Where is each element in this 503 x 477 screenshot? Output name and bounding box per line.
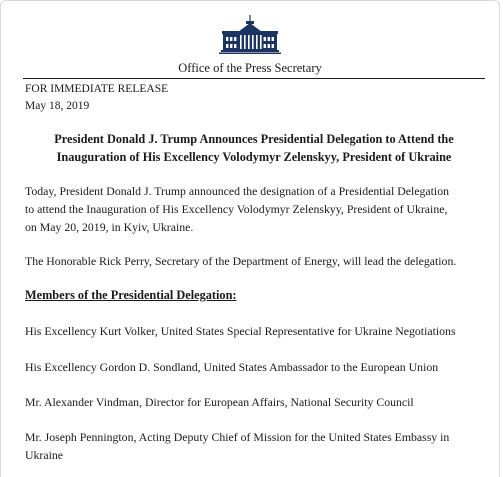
delegation-member	[25, 393, 487, 411]
delegation-member	[25, 358, 487, 376]
delegation-member	[25, 322, 487, 340]
paragraph-line: on May 20, 2019, in Kyiv, Ukraine.	[25, 220, 194, 234]
header-divider	[23, 78, 485, 79]
release-date: May 18, 2019	[25, 100, 90, 112]
delegation-lead-paragraph: The Honorable Rick Perry, Secretary of the Department of Energy, will lead the delegation.	[25, 254, 457, 268]
member-line: His Excellency Kurt Volker, United States Special Representative for Ukraine Negotiations	[25, 324, 456, 338]
member-line: Ukraine	[25, 448, 63, 462]
delegation-member	[25, 428, 487, 464]
headline-line: President Donald J. Trump Announces Presidential Delegation to Attend the	[54, 132, 454, 146]
members-heading: Members of the Presidential Delegation:	[25, 288, 237, 302]
member-line: Mr. Joseph Pennington, Acting Deputy Chief of Mission for the United States Embassy in	[25, 430, 450, 444]
white-house-logo	[1, 15, 499, 55]
announcement-paragraph	[25, 182, 487, 236]
release-label: FOR IMMEDIATE RELEASE	[25, 83, 169, 95]
paragraph-line: Today, President Donald J. Trump announced the designation of a Presidential Delegation	[25, 184, 450, 198]
member-line: Mr. Alexander Vindman, Director for European Affairs, National Security Council	[25, 395, 414, 409]
paragraph-line: to attend the Inauguration of His Excellency Volodymyr Zelenskyy, President of Ukraine,	[25, 202, 448, 216]
member-line: His Excellency Gordon D. Sondland, United States Ambassador to the European Union	[25, 360, 439, 374]
headline-line: Inauguration of His Excellency Volodymyr Zelenskyy, President of Ukraine	[56, 150, 452, 164]
press-release-headline	[25, 130, 483, 166]
office-of-press-secretary: Office of the Press Secretary	[178, 61, 322, 75]
white-house-building-icon	[219, 15, 281, 55]
